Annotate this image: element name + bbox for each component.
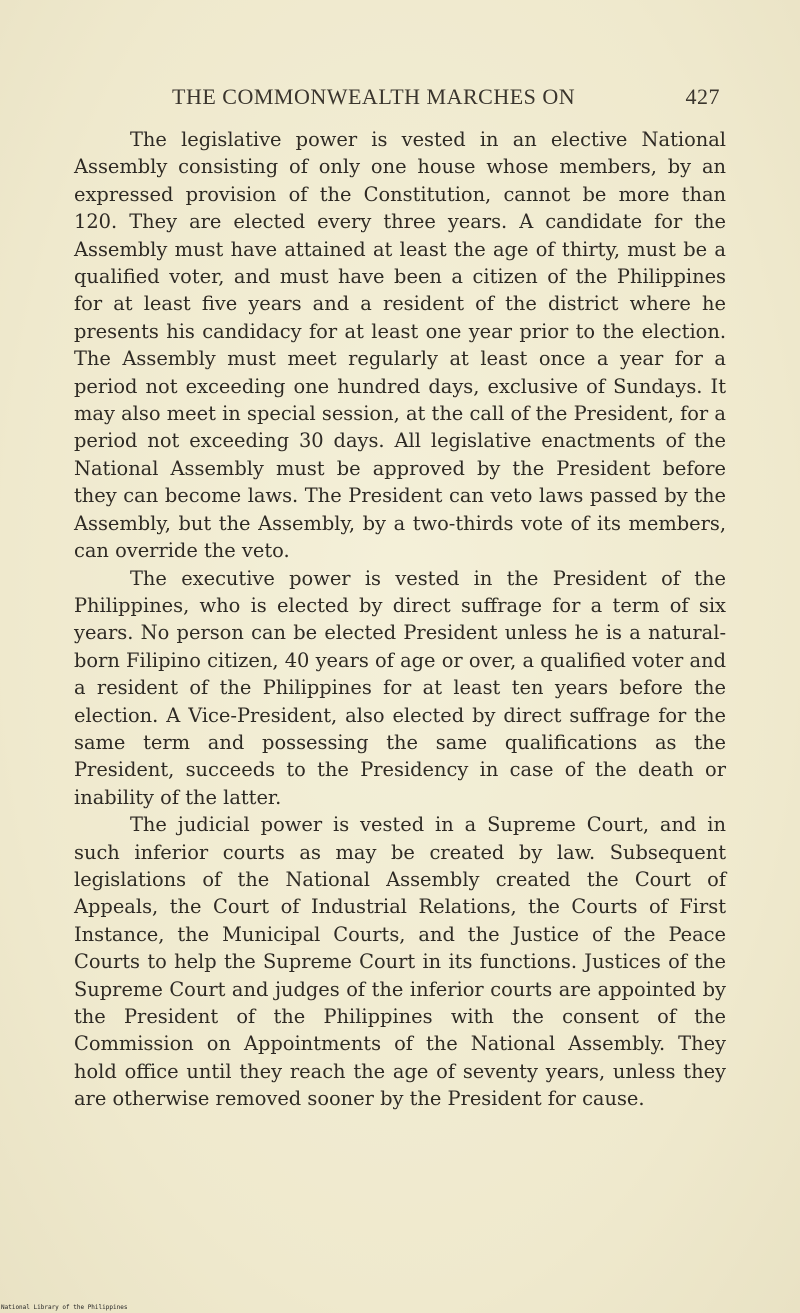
body-text bbox=[74, 126, 726, 1113]
paragraph-executive-power: The executive power is vested in the President of the Philippines, who is elected by direct suffrage for a term of six years. No person can be elected President unless he is a natural-born Filipino citizen, 40 years of age or over, a qualified voter and a resident of the Philippines for at least ten years before the election. A Vice-President, also elected by direct suffrage for the same term and possessing the same qualifications as the President, succeeds to the Presidency in case of the death or inability of the latter. bbox=[74, 566, 726, 809]
running-title: THE COMMONWEALTH MARCHES ON bbox=[172, 84, 576, 109]
page-number: 427 bbox=[685, 84, 720, 109]
paragraph-judicial-power: The judicial power is vested in a Supreme Court, and in such inferior courts as may be created by law. Subsequent legislations of the National Assembly created the Court of Appeals, the Court of Industrial Relations, the Courts of First Instance, the Municipal Courts, and the Justice of the Peace Courts to help the Supreme Court in its functions. Justices of the Supreme Court and judges of the inferior courts are appointed by the President of the Philippines with the consent of the Commission on Appointments of the National Assembly. They hold office until they reach the age of seventy years, unless they are otherwise removed sooner by the President for cause. bbox=[74, 813, 726, 1111]
library-credit: National Library of the Philippines bbox=[1, 1304, 128, 1311]
running-head bbox=[172, 84, 720, 114]
paragraph-legislative-power: The legislative power is vested in an elective National Assembly consisting of only one house whose members, by an expressed provision of the Constitution, cannot be more than 120. They are elected every three years. A candidate for the Assembly must have attained at least the age of thirty, must be a qualified voter, and must have been a citizen of the Philippines for at least five years and a resident of the district where he presents his candidacy for at least one year prior to the election. The Assembly must meet regularly at least once a year for a period not exceeding one hundred days, exclusive of Sundays. It may also meet in special session, at the call of the President, for a period not exceeding 30 days. All legislative enactments of the National Assembly must be approved by the President before they can become laws. The President can veto laws passed by the Assembly, but the Assembly, by a two-thirds vote of its members, can override the veto. bbox=[74, 128, 726, 563]
